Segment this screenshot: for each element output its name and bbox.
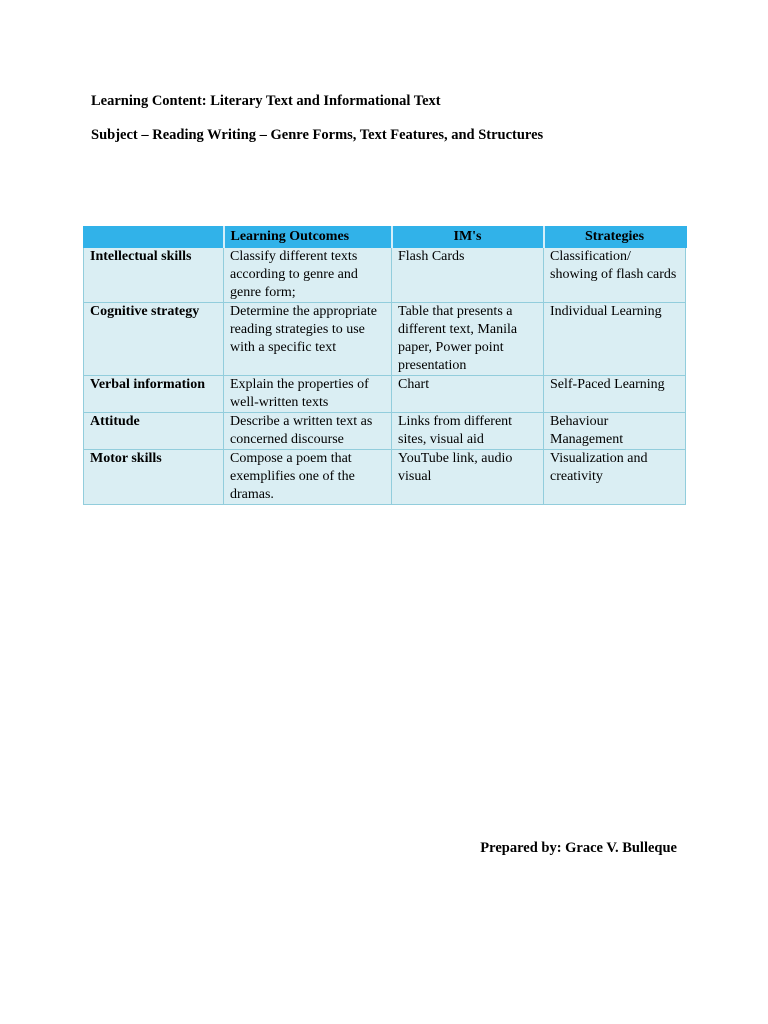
row-strategy: Visualization and creativity [544, 450, 686, 505]
subject-heading: Subject – Reading Writing – Genre Forms, Text Features, and Structures [91, 127, 544, 143]
header-strategies: Strategies [544, 227, 686, 248]
row-outcome: Explain the properties of well-written texts [224, 376, 392, 413]
row-outcome: Classify different texts according to genre and genre form; [224, 248, 392, 303]
row-outcome: Describe a written text as concerned discourse [224, 413, 392, 450]
table-row [84, 413, 686, 450]
header-ims: IM's [392, 227, 544, 248]
table-row [84, 248, 686, 303]
row-category: Intellectual skills [84, 248, 224, 303]
row-ims: YouTube link, audio visual [392, 450, 544, 505]
row-outcome: Determine the appropriate reading strategies to use with a specific text [224, 303, 392, 376]
row-ims: Chart [392, 376, 544, 413]
table-header-row [84, 227, 686, 248]
row-strategy: Behaviour Management [544, 413, 686, 450]
row-ims: Flash Cards [392, 248, 544, 303]
table-row [84, 450, 686, 505]
row-category: Motor skills [84, 450, 224, 505]
table-row [84, 303, 686, 376]
row-strategy: Self-Paced Learning [544, 376, 686, 413]
row-category: Verbal information [84, 376, 224, 413]
row-ims: Links from different sites, visual aid [392, 413, 544, 450]
row-category: Cognitive strategy [84, 303, 224, 376]
learning-content-heading: Learning Content: Literary Text and Informational Text [91, 93, 441, 109]
header-learning-outcomes: Learning Outcomes [224, 227, 392, 248]
row-outcome: Compose a poem that exemplifies one of the dramas. [224, 450, 392, 505]
row-category: Attitude [84, 413, 224, 450]
row-strategy: Individual Learning [544, 303, 686, 376]
row-strategy: Classification/ showing of flash cards [544, 248, 686, 303]
header-category [84, 227, 224, 248]
learning-plan-table [83, 226, 687, 505]
table-row [84, 376, 686, 413]
row-ims: Table that presents a different text, Manila paper, Power point presentation [392, 303, 544, 376]
prepared-by: Prepared by: Grace V. Bulleque [480, 840, 677, 856]
